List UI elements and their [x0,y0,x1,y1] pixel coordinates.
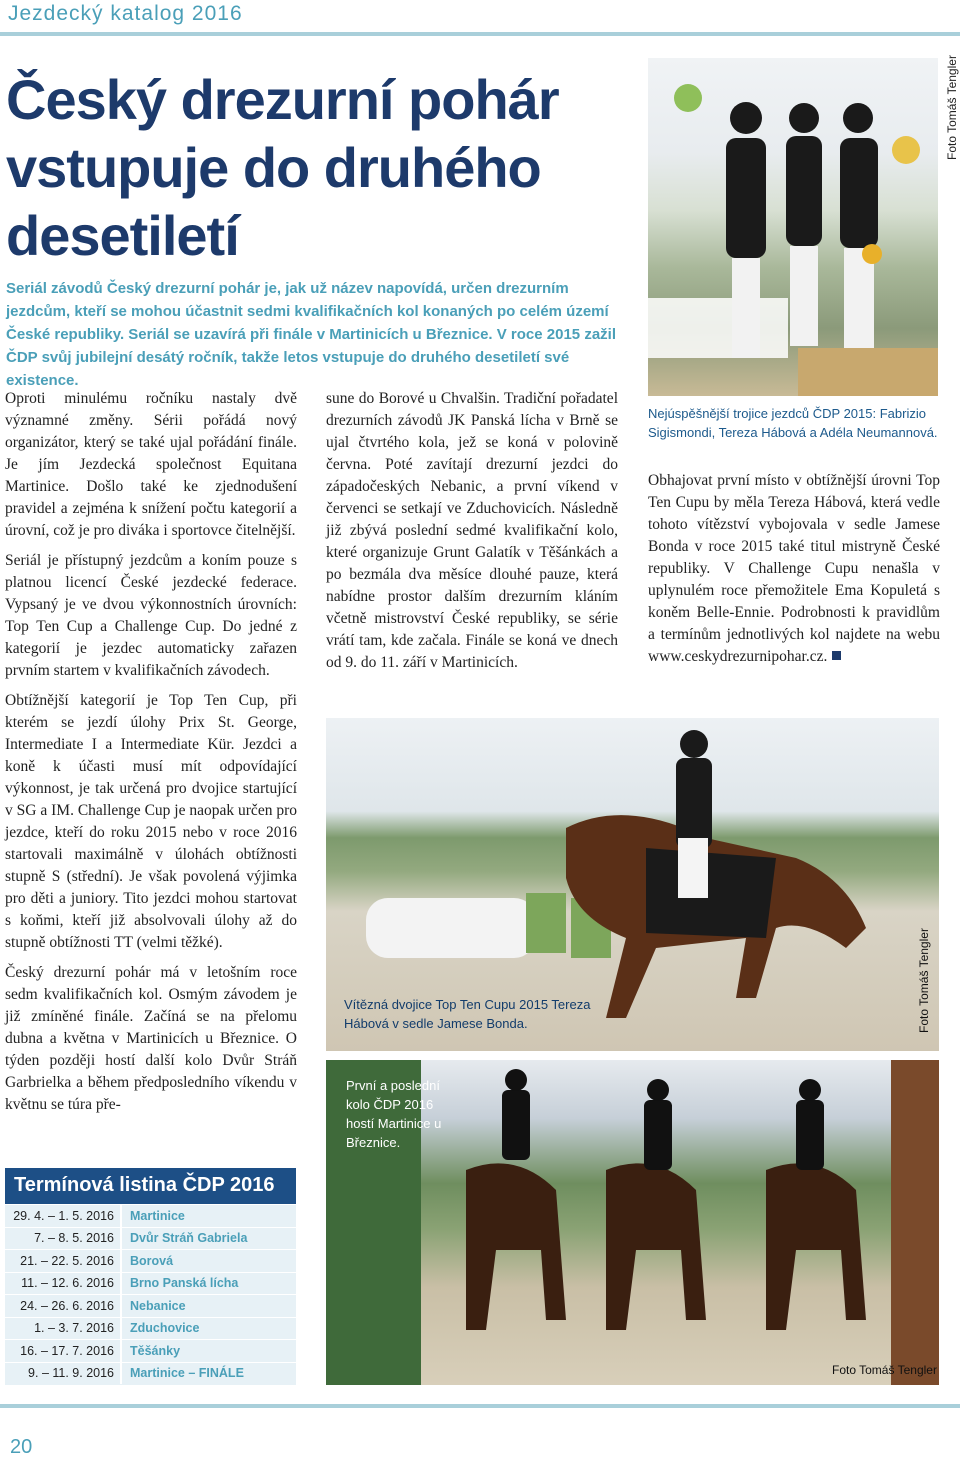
photo3-credit: Foto Tomáš Tengler [832,1363,937,1377]
schedule-title: Termínová listina ČDP 2016 [5,1168,296,1204]
schedule-list [5,1204,296,1384]
schedule-row [5,1204,296,1227]
schedule-row [5,1317,296,1340]
schedule-place: Borová [130,1253,174,1268]
col1-paragraph: Obtížnější kategorií je Top Ten Cup, při kterém se jezdí úlohy Prix St. George, Intermediate I a Intermediate Kür. Jezdci a koně k účasti musí mít odpovídající výkonnost, je tak určená pro dvojice startující v SG a IM. Challenge Cup je naopak určen pro jezdce, kteří do roku 2015 nebo v roce 2016 startovali maximálně v úlohách obtížnosti stupně S (střední). Je však povolená výjimka pro děti a juniory. Tito jezdci mohou startovat s koňmi, kteří již absolvovali úlohy až do stupně obtížnosti TT (velmi těžké). [5,692,297,951]
schedule-date: 29. 4. – 1. 5. 2016 [13,1208,114,1223]
photo1-credit: Foto Tomáš Tengler [945,55,959,160]
article-column-3 [648,470,940,676]
schedule-place: Martinice – FINÁLE [130,1366,244,1381]
schedule-date: 24. – 26. 6. 2016 [20,1298,114,1313]
schedule-row [5,1249,296,1272]
end-mark-icon [832,651,841,660]
col1-paragraph: Seriál je přístupný jezdcům a koním pouze s platnou licencí České jezdecké federace. Vypsaný je ve dvou výkonnostních úrovních: Top Ten Cup a Challenge Cup. Do jedné z kategorií je jezdec automaticky zařazen prvním startem v kvalifikačních závodech. [5,552,297,679]
col1-paragraph: Oproti minulému ročníku nastaly dvě významné změny. Sérii pořádá nový organizátor, který se také ujal pořádání finále. Je jím Jezdecká společnost Equitana Martinice. Došlo také ke zjednodušení pravidel a zejména k snížení počtu kategorií a úrovní, což je pro diváka i sportovce čitelnější. [5,390,297,539]
schedule-place: Brno Panská lícha [130,1276,239,1291]
schedule-place: Dvůr Stráň Gabriela [130,1231,248,1246]
footer-rule [0,1404,960,1408]
schedule-place: Martinice [130,1208,185,1223]
schedule-row [5,1272,296,1295]
page-number: 20 [10,1436,33,1458]
photo2-caption: Vítězná dvojice Top Ten Cupu 2015 Tereza Hábová v sedle Jamese Bonda. [344,997,591,1031]
article-lead: Seriál závodů Český drezurní pohár je, jak už název napovídá, určen drezurním jezdcům, kteří se mohou účastnit sedmi kvalifikačních kol konaných po celém území České republiky. Seriál se uzavírá při finále v Martinicích u Březnice. V roce 2015 zažil ČDP svůj jubilejní desátý ročník, takže letos vstupuje do druhého desetiletí své existence. [6,280,616,389]
section-title: Jezdecký katalog 2016 [8,2,243,25]
podium-illustration [648,58,938,396]
col3-paragraph [648,470,940,668]
schedule-date: 16. – 17. 7. 2016 [20,1343,114,1358]
article-headline: Český drezurní pohár vstupuje do druhého desetiletí [6,68,559,267]
photo1-caption: Nejúspěšnější trojice jezdců ČDP 2015: Fabrizio Sigismondi, Tereza Hábová a Adéla Neumannová. [648,406,938,440]
schedule-row [5,1362,296,1385]
article-column-2 [326,388,618,682]
schedule-row [5,1339,296,1362]
schedule-date: 21. – 22. 5. 2016 [20,1253,114,1268]
schedule-date: 9. – 11. 9. 2016 [28,1366,114,1381]
article-column-1 [5,388,297,1124]
schedule-date: 11. – 12. 6. 2016 [21,1276,114,1291]
schedule-date: 7. – 8. 5. 2016 [34,1231,114,1246]
col2-paragraph: sune do Borové u Chvalšin. Tradiční pořadatel drezurních závodů JK Panská lícha v Brně se ujal čtvrtého kola, jež se koná v polovině června. Poté zavítají drezurní jezdci do západočeských Nebanic, a první víkend v červenci se setkají ve Zduchovicích. Následně již zbývá poslední sedmé kvalifikační kolo, které organizuje Grunt Galatík v Těšánkách a po bezmála dva měsíce dlouhé pauze, která nabídne prostor dalším drezurním kláním včetně mistrovství České republiky, se série vrátí tam, kde začala. Finále se koná ve dnech od 9. do 11. září v Martinicích. [326,390,618,671]
schedule-place: Těšánky [130,1343,181,1358]
header-rule [0,32,960,36]
schedule-box [5,1168,296,1385]
schedule-row [5,1294,296,1317]
photo3-caption: První a poslední kolo ČDP 2016 hostí Martinice u Březnice. [346,1078,442,1150]
schedule-date: 1. – 3. 7. 2016 [34,1321,114,1336]
schedule-place: Nebanice [130,1298,186,1313]
photo2-credit: Foto Tomáš Tengler [917,928,931,1033]
photo-podium [648,58,938,396]
col1-paragraph: Český drezurní pohár má v letošním roce sedm kvalifikačních kol. Osmým závodem je již zmíněné finále. Začíná se na přelomu dubna a května v Martinicích u Březnice. O týden později hostí další kolo Dvůr Stráň Garbrielka a během předposledního víkendu v květnu se túra pře- [5,964,297,1113]
col3-text: Obhajovat první místo v obtížnější úrovni Top Ten Cupu by měla Tereza Hábová, která vedle tohoto vítězství vybojovala v sedle Jamese Bonda v roce 2015 také titul mistryně České republiky. V Challenge Cupu nenašla v uplynulém roce přemožitele Ema Kopuletá s koněm Belle-Ennie. Podrobnosti k pravidlům a termínům jednotlivých kol najdete na webu www.ceskydrezurnipohar.cz. [648,472,940,665]
schedule-place: Zduchovice [130,1321,200,1336]
schedule-row [5,1227,296,1250]
